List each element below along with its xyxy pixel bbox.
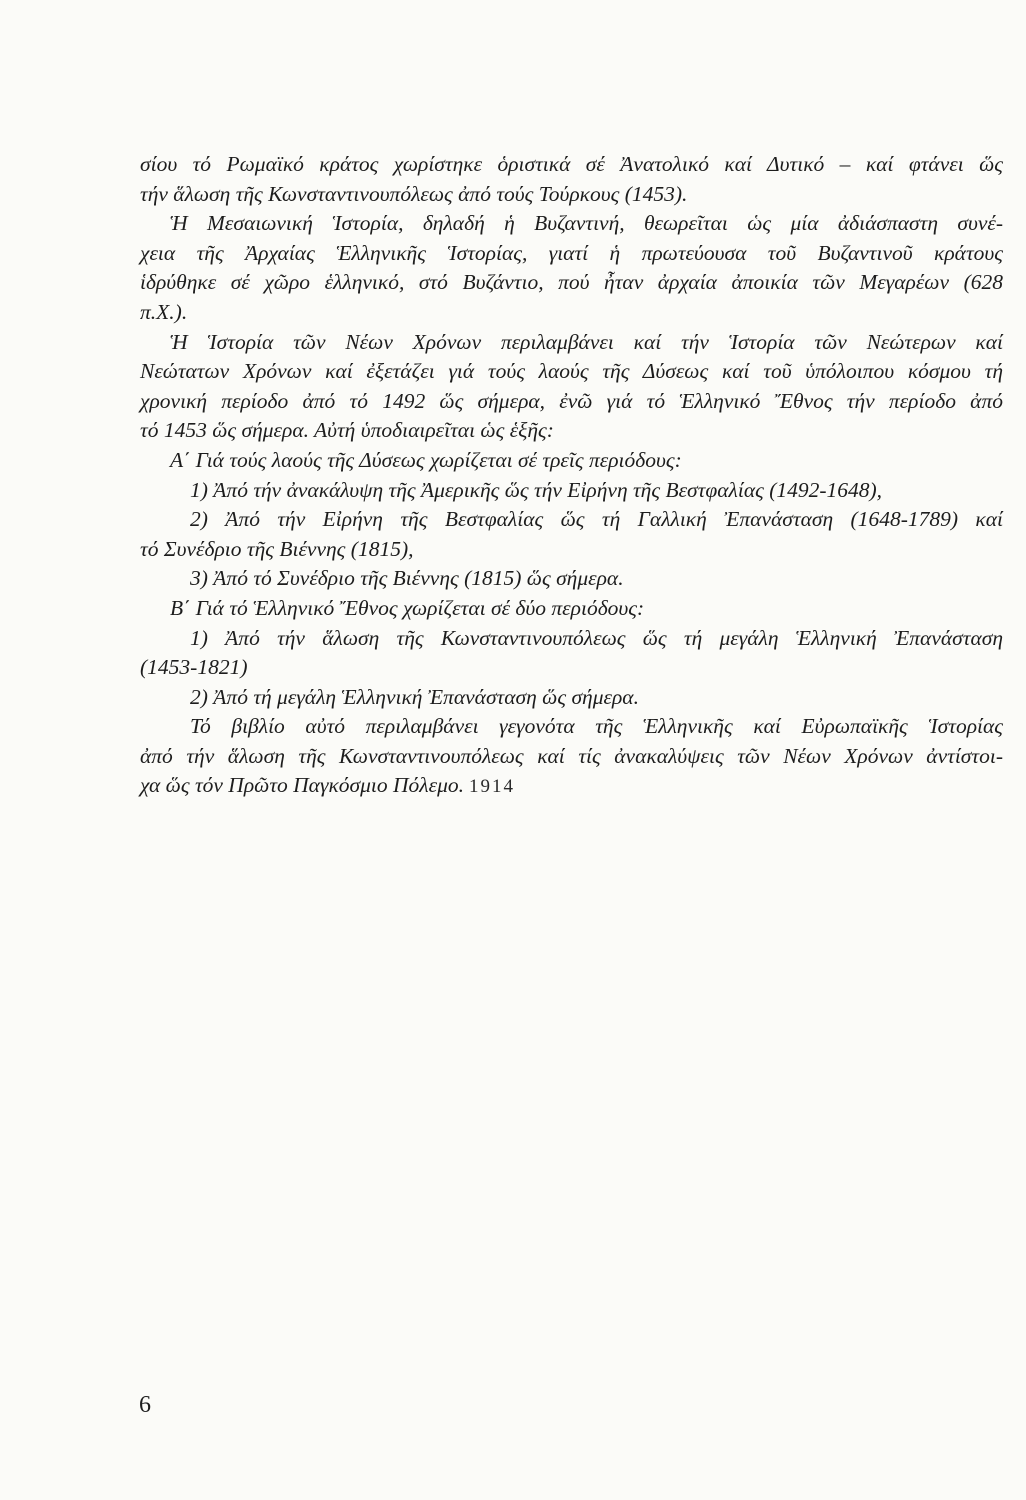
text-line: ἀπό τήν ἅλωση τῆς Κωνσταντινουπόλεως καί τίς ἀνακαλύψεις τῶν Νέων Χρόνων ἀντίστοι-: [140, 743, 1003, 768]
text-line: 3) Ἀπό τό Συνέδριο τῆς Βιέννης (1815) ὥς σήμερα.: [190, 566, 624, 591]
body-text: [140, 150, 1003, 801]
text-line: τήν ἅλωση τῆς Κωνσταντινουπόλεως ἀπό τούς Τούρκους (1453).: [140, 181, 688, 206]
text-line: Νεώτατων Χρόνων καί ἐξετάζει γιά τούς λαούς τῆς Δύσεως καί τοῦ ὑπόλοιπου κόσμου τή: [140, 359, 1003, 384]
year-annotation: 1914: [468, 776, 515, 798]
text-line: 1) Ἀπό τήν ἅλωση τῆς Κωνσταντινουπόλεως ὥς τή μεγάλη Ἑλληνική Ἐπανάσταση: [190, 625, 1003, 650]
text-line: σίου τό Ρωμαϊκό κράτος χωρίστηκε ὁριστικά σέ Ἀνατολικό καί Δυτικό – καί φτάνει ὥς: [140, 152, 1003, 176]
text-line: π.Χ.).: [140, 299, 188, 324]
text-line: Β΄ Γιά τό Ἑλληνικό Ἔθνος χωρίζεται σέ δύο περιόδους:: [170, 595, 645, 620]
text-line: χεια τῆς Ἀρχαίας Ἑλληνικῆς Ἱστορίας, γιατί ἡ πρωτεύουσα τοῦ Βυζαντινοῦ κράτους: [140, 240, 1003, 265]
text-line: χρονική περίοδο ἀπό τό 1492 ὥς σήμερα, ἐνῶ γιά τό Ἑλληνικό Ἔθνος τήν περίοδο ἀπό: [140, 388, 1003, 413]
text-line: τό 1453 ὥς σήμερα. Αὐτή ὑποδιαιρεῖται ὡς ἑξῆς:: [140, 418, 554, 443]
text-line: [140, 771, 1003, 801]
text-line: 2) Ἀπό τήν Εἰρήνη τῆς Βεστφαλίας ὥς τή Γαλλική Ἐπανάσταση (1648-1789) καί: [190, 507, 1003, 532]
text-line: τό Συνέδριο τῆς Βιέννης (1815),: [140, 536, 414, 561]
text-line-content: χα ὥς τόν Πρῶτο Παγκόσμιο Πόλεμο.: [140, 773, 464, 798]
page-number: 6: [139, 1392, 151, 1418]
text-line: Τό βιβλίο αὐτό περιλαμβάνει γεγονότα τῆς Ἑλληνικῆς καί Εὐρωπαϊκῆς Ἱστορίας: [190, 714, 1003, 739]
text-line: ἱδρύθηκε σέ χῶρο ἑλληνικό, στό Βυζάντιο, πού ἦταν ἀρχαία ἀποικία τῶν Μεγαρέων (628: [140, 270, 1003, 295]
text-line: Α΄ Γιά τούς λαούς τῆς Δύσεως χωρίζεται σέ τρεῖς περιόδους:: [170, 447, 682, 472]
text-line: (1453-1821): [140, 655, 248, 680]
text-line: Ἡ Ἱστορία τῶν Νέων Χρόνων περιλαμβάνει καί τήν Ἱστορία τῶν Νεώτερων καί: [170, 329, 1003, 354]
text-line: 2) Ἀπό τή μεγάλη Ἑλληνική Ἐπανάσταση ὥς σήμερα.: [190, 684, 639, 709]
text-line: 1) Ἀπό τήν ἀνακάλυψη τῆς Ἀμερικῆς ὥς τήν Εἰρήνη τῆς Βεστφαλίας (1492-1648),: [190, 477, 883, 502]
text-line: Ἡ Μεσαιωνική Ἱστορία, δηλαδή ἡ Βυζαντινή, θεωρεῖται ὡς μία ἀδιάσπαστη συνέ-: [170, 211, 1003, 236]
